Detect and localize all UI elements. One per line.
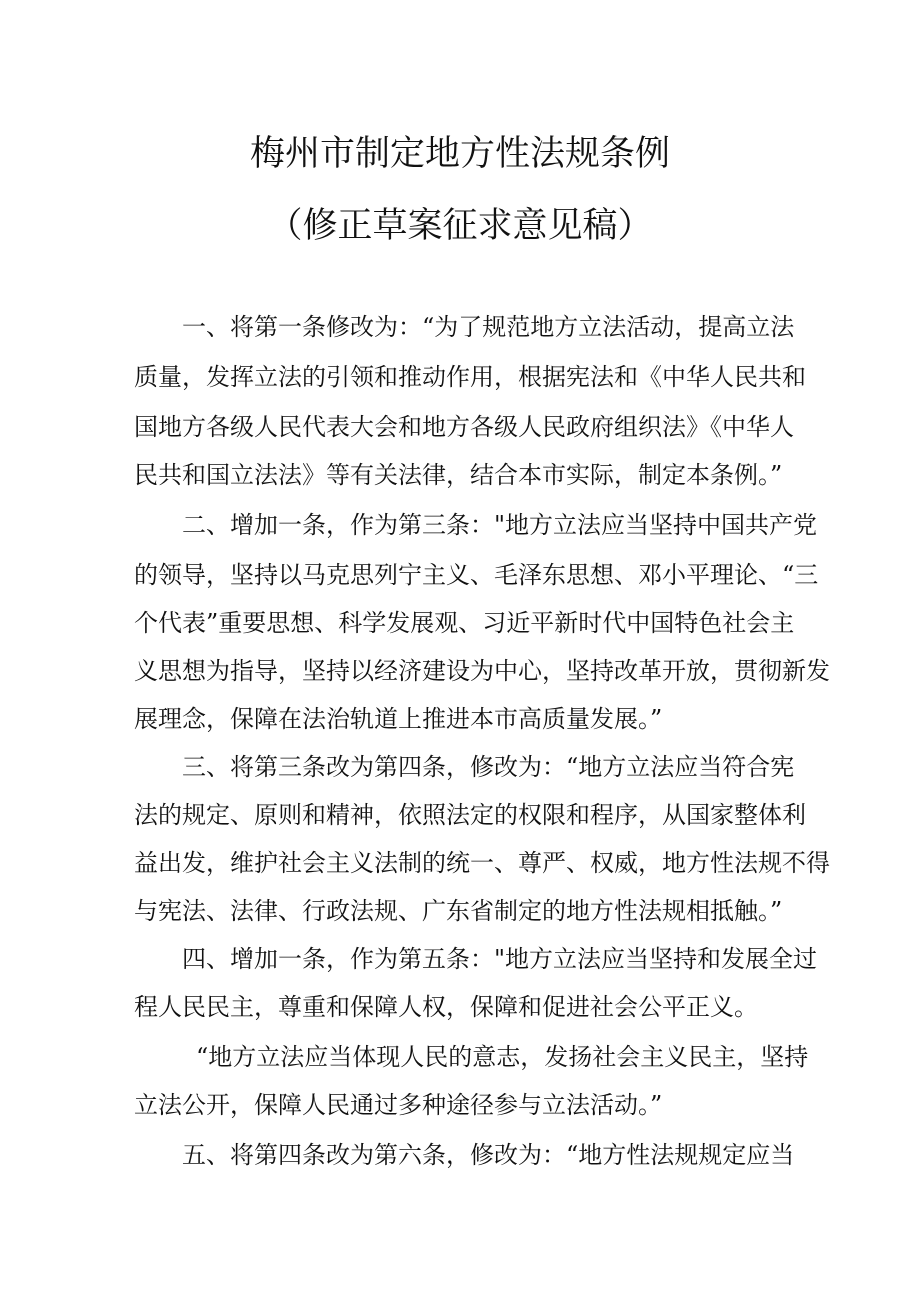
paragraph-line: 益出发，维护社会主义法制的统一、尊严、权威，地方性法规不得: [134, 849, 830, 877]
paragraph-line: 质量，发挥立法的引领和推动作用，根据宪法和《中华人民共和: [134, 363, 806, 391]
paragraph-line: 个代表”重要思想、科学发展观、习近平新时代中国特色社会主: [134, 609, 795, 637]
paragraph-line: 民共和国立法法》等有关法律，结合本市实际，制定本条例。”: [134, 461, 783, 489]
paragraph-line: 程人民民主，尊重和保障人权，保障和促进社会公平正义。: [134, 993, 758, 1021]
paragraph-line: 五、将第四条改为第六条，修改为：“地方性法规规定应当: [182, 1141, 795, 1169]
paragraph-line: 义思想为指导，坚持以经济建设为中心，坚持改革开放，贯彻新发: [134, 657, 830, 685]
paragraph-line: 国地方各级人民代表大会和地方各级人民政府组织法》《中华人: [134, 413, 794, 441]
paragraph-line: 二、增加一条，作为第三条："地方立法应当坚持中国共产党: [182, 511, 818, 539]
paragraph-line: 四、增加一条，作为第五条："地方立法应当坚持和发展全过: [182, 945, 818, 973]
paragraph-line: 一、将第一条修改为：“为了规范地方立法活动，提高立法: [182, 313, 795, 341]
paragraph-line: 的领导，坚持以马克思列宁主义、毛泽东思想、邓小平理论、“三: [134, 561, 819, 589]
paragraph-line: 展理念，保障在法治轨道上推进本市高质量发展。”: [134, 705, 663, 733]
paragraph-line: 与宪法、法律、行政法规、广东省制定的地方性法规相抵触。”: [134, 897, 783, 925]
paragraph-line: 三、将第三条改为第四条，修改为：“地方立法应当符合宪: [182, 753, 795, 781]
document-title: 梅州市制定地方性法规条例: [249, 134, 670, 174]
document-subtitle: （修正草案征求意见稿）: [267, 206, 653, 246]
paragraph-line: “地方立法应当体现人民的意志，发扬社会主义民主，坚持: [196, 1043, 809, 1071]
paragraph-line: 立法公开，保障人民通过多种途径参与立法活动。”: [134, 1091, 663, 1119]
paragraph-line: 法的规定、原则和精神，依照法定的权限和程序，从国家整体利: [134, 801, 806, 829]
